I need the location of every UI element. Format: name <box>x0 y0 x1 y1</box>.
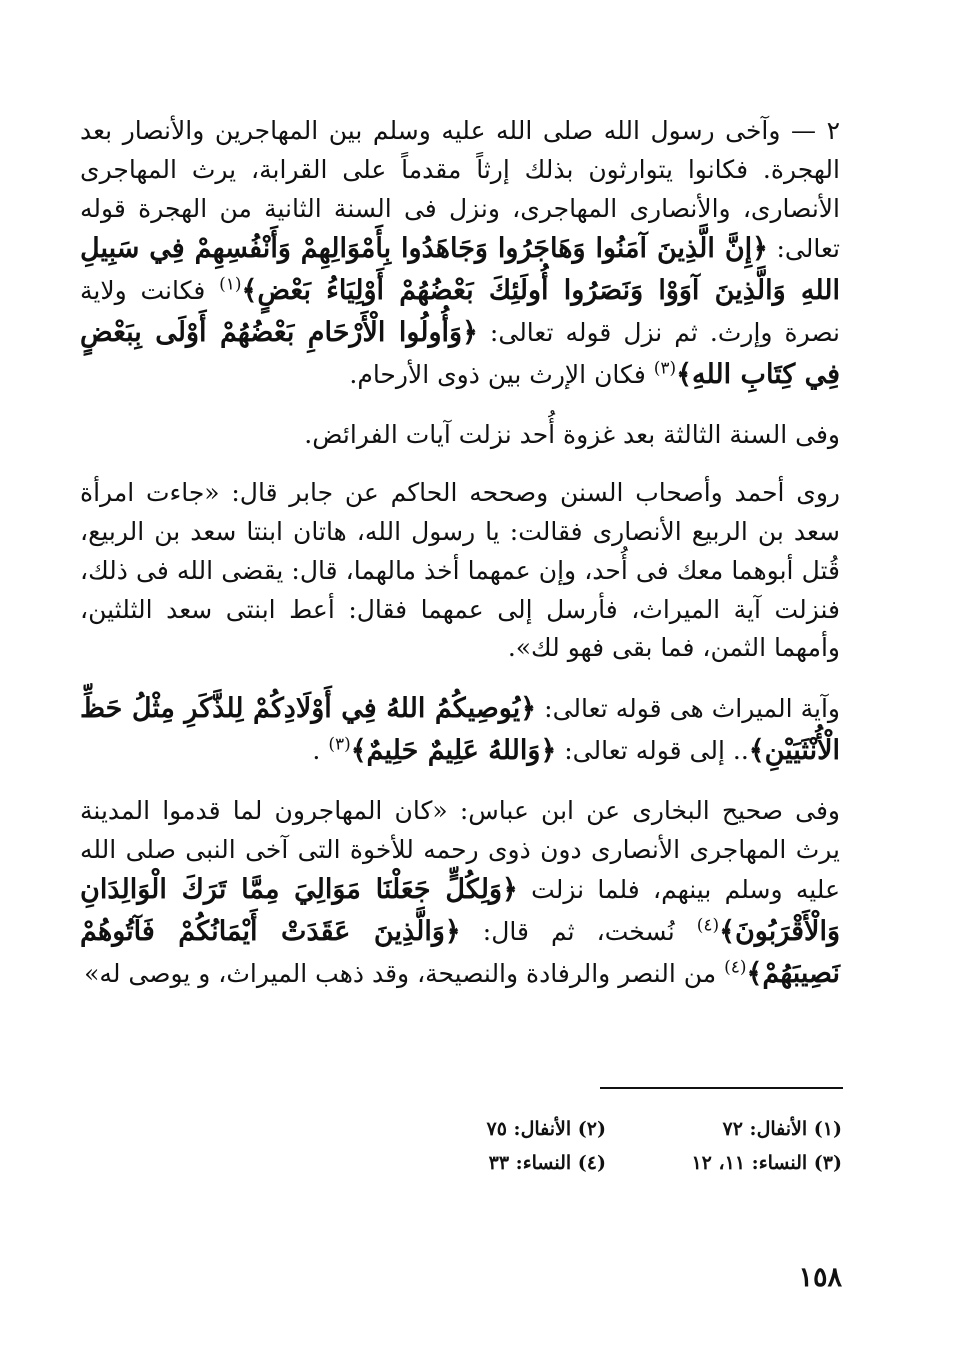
footnote-3: (٣) النساء: ١١، ١٢ <box>691 1152 842 1174</box>
footnote-divider <box>600 1087 843 1089</box>
paragraph-inheritance-verse <box>80 688 840 772</box>
paragraph-third-year <box>80 416 840 455</box>
main-text <box>80 112 840 1015</box>
text-segment: وفى السنة الثالثة بعد غزوة أُحد نزلت آيات الفرائض. <box>304 419 840 449</box>
text-segment: فكان الإرث بين ذوى الأرحام. <box>349 359 654 389</box>
footnote-1: (١) الأنفال: ٧٢ <box>722 1118 842 1140</box>
footnote-ref: (٤) <box>696 915 720 936</box>
paragraph-bukhari-narration <box>80 792 840 995</box>
paragraph-jabir-narration <box>80 474 840 668</box>
footnote-4: (٤) النساء: ٣٣ <box>488 1152 606 1174</box>
quran-verse: ﴿إِنَّ الَّذِينَ آمَنُوا وَهَاجَرُوا وَجَاهَدُوا بِأَمْوَالِهِمْ وَأَنْفُسِهِمْ فِي سَبِيلِ اللهِ وَالَّذِينَ آوَوْا وَنَصَرُوا أُولَئِكَ بَعْضُهُمْ أَوْلِيَاءُ بَعْضٍ﴾ <box>80 233 841 307</box>
quran-verse: ﴿وَأُولُوا الْأَرْحَامِ بَعْضُهُمْ أَوْلَى بِبَعْضٍ فِي كِتَابِ اللهِ﴾ <box>80 316 840 390</box>
text-segment: وفى صحيح البخارى عن ابن عباس: «كان المهاجرون لما قدموا المدينة يرث المهاجرى الأنصارى دون ذوى رحمه للأخوة التى آخى النبى صلى الله عليه وسلم بينهم، فلما نزلت <box>80 795 840 905</box>
text-segment: .. إلى قوله تعالى: <box>556 735 749 765</box>
text-segment: فكانت ولاية نصرة وإرث. ثم نزل قوله تعالى: <box>80 276 841 347</box>
paragraph-inheritance-brotherhood <box>80 112 840 396</box>
text-segment: روى أحمد وأصحاب السنن وصححه الحاكم عن جابر قال: «جاءت امرأة سعد بن الربيع الأنصارى فقالت: يا رسول الله، هاتان ابنتا سعد بن الربيع، قُتل أبوهما معك فى أُحد، وإن عمهما أخذ مالهما، قال: يقضى الله فى ذلك، فنزلت آية الميراث، فأرسل إلى عمهما فقال: أعط ابنتى سعد الثلثين، وأمهما الثمن، فما بقى فهو لك». <box>80 478 840 663</box>
footnote-ref: (٣) <box>653 358 677 379</box>
text-segment: . <box>312 735 329 765</box>
quran-verse: ﴿وَاللهُ عَلِيمٌ حَلِيمٌ﴾ <box>350 734 557 766</box>
footnote-2: (٢) الأنفال: ٧٥ <box>486 1118 606 1140</box>
page-number: ١٥٨ <box>798 1262 842 1293</box>
footnotes <box>370 1118 842 1174</box>
text-segment: من النصر والرفادة والنصيحة، وقد ذهب الميراث، و يوصى له» <box>84 959 725 988</box>
footnote-ref: (٤) <box>724 957 747 978</box>
quran-verse: ﴿وَلِكُلٍّ جَعَلْنَا مَوَالِيَ مِمَّا تَرَكَ الْوَالِدَانِ وَالْأَقْرَبُونَ﴾ <box>80 874 840 948</box>
footnote-ref: (٣) <box>328 734 351 755</box>
quran-verse: ﴿وَالَّذِينَ عَقَدَتْ أَيْمَانُكُمْ فَآتُوهُمْ نَصِيبَهُمْ﴾ <box>80 916 840 989</box>
text-segment: ٢ — وآخى رسول الله صلى الله عليه وسلم بين المهاجرين والأنصار بعد الهجرة. فكانوا يتوارثون بذلك إرثاً مقدماً على القرابة، يرث المهاجرى الأنصارى، والأنصارى المهاجرى، ونزل فى السنة الثانية من الهجرة قوله تعالى: <box>80 116 840 264</box>
text-segment: نُسخت، ثم قال: <box>460 917 697 947</box>
quran-verse: ﴿يُوصِيكُمُ اللهُ فِي أَوْلَادِكُمْ لِلذَّكَرِ مِثْلُ حَظِّ الْأُنْثَيَيْنِ﴾ <box>80 693 840 766</box>
footnote-ref: (١) <box>219 274 242 295</box>
text-segment: وآية الميراث هى قوله تعالى: <box>536 694 840 724</box>
